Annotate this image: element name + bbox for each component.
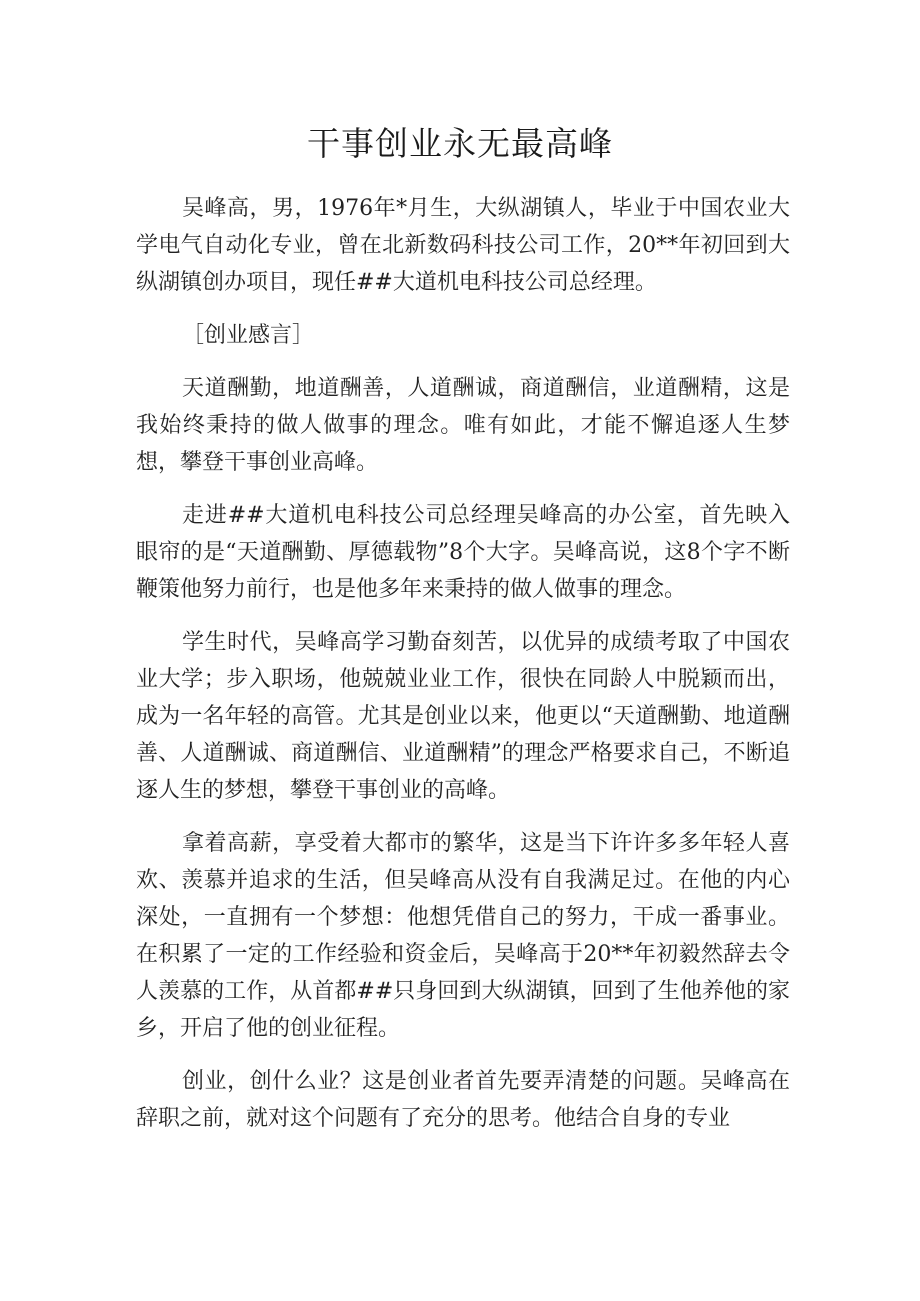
paragraph-intro: 吴峰高，男，1976年*月生，大纵湖镇人，毕业于中国农业大学电气自动化专业，曾在北新数码科技公司工作，20**年初回到大纵湖镇创办项目，现任##大道机电科技公司总经理。 bbox=[136, 196, 790, 295]
paragraph-office: 走进##大道机电科技公司总经理吴峰高的办公室，首先映入眼帘的是“天道酬勤、厚德载物”8个大字。吴峰高说，这8个字不断鞭策他努力前行，也是他多年来秉持的做人做事的理念。 bbox=[136, 503, 790, 602]
document-title: 干事创业永无最高峰 bbox=[307, 124, 613, 163]
paragraph-what-business: 创业，创什么业？这是创业者首先要弄清楚的问题。吴峰高在辞职之前，就对这个问题有了充分的思考。他结合自身的专业 bbox=[136, 1069, 790, 1131]
paragraph-section-heading: ［创业感言］ bbox=[182, 323, 315, 348]
document-body bbox=[136, 190, 790, 1137]
paragraph-motto: 天道酬勤，地道酬善，人道酬诚，商道酬信，业道酬精，这是我始终秉持的做人做事的理念。唯有如此，才能不懈追逐人生梦想，攀登干事创业高峰。 bbox=[136, 376, 790, 475]
paragraph-student-era: 学生时代，吴峰高学习勤奋刻苦，以优异的成绩考取了中国农业大学；步入职场，他兢兢业业工作，很快在同龄人中脱颖而出，成为一名年轻的高管。尤其是创业以来，他更以“天道酬勤、地道酬善、人道酬诚、商道酬信、业道酬精”的理念严格要求自己，不断追逐人生的梦想，攀登干事创业的高峰。 bbox=[136, 630, 790, 803]
paragraph-career-choice: 拿着高薪，享受着大都市的繁华，这是当下许许多多年轻人喜欢、羡慕并追求的生活，但吴峰高从没有自我满足过。在他的内心深处，一直拥有一个梦想：他想凭借自己的努力，干成一番事业。在积累了一定的工作经验和资金后，吴峰高于20**年初毅然辞去令人羡慕的工作，从首都##只身回到大纵湖镇，回到了生他养他的家乡，开启了他的创业征程。 bbox=[136, 831, 790, 1041]
